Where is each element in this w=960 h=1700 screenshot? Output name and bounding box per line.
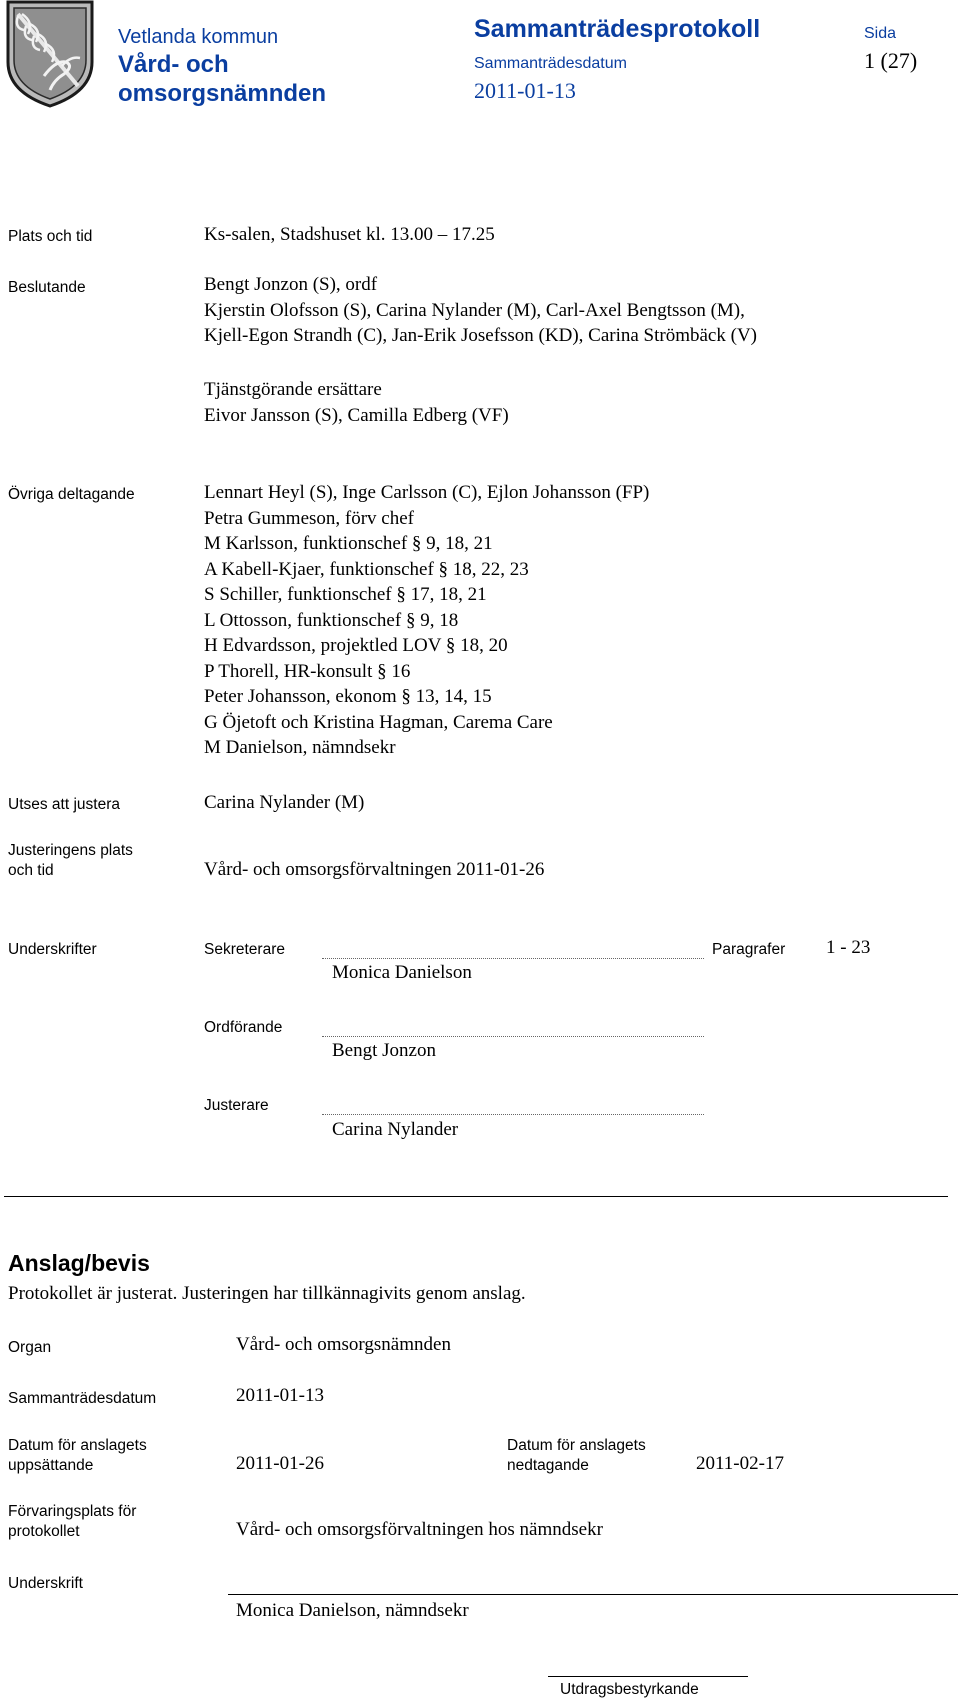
deciding-label: Beslutande	[8, 279, 86, 296]
org-name: Vetlanda kommun	[118, 26, 279, 48]
substitutes-heading: Tjänstgörande ersättare	[204, 379, 382, 400]
participant-line: G Öjetoft och Kristina Hagman, Carema Care	[204, 711, 553, 733]
notice-heading: Anslag/bevis	[8, 1250, 150, 1276]
place-time-value: Ks-salen, Stadshuset kl. 13.00 – 17.25	[204, 224, 495, 245]
notice-meeting-date-value: 2011-01-13	[236, 1385, 324, 1406]
posted-date-label: Datum för anslagets	[8, 1437, 147, 1454]
adjuster-name: Carina Nylander	[332, 1119, 459, 1140]
signatures-label: Underskrifter	[8, 941, 97, 958]
secretary-label: Sekreterare	[204, 941, 285, 958]
certification-label: Utdragsbestyrkande	[560, 1681, 699, 1698]
deciding-member-line: Kjerstin Olofsson (S), Carina Nylander (M), Carl-Axel Bengtsson (M),	[204, 299, 745, 321]
signature-label: Underskrift	[8, 1575, 83, 1592]
participant-line: A Kabell-Kjaer, funktionschef § 18, 22, 23	[204, 558, 529, 580]
deciding-member-line: Kjell-Egon Strandh (C), Jan-Erik Josefsson (KD), Carina Strömbäck (V)	[204, 325, 757, 346]
removed-date-label-2: nedtagande	[507, 1457, 589, 1474]
chair-signature-line	[322, 1036, 704, 1037]
adjuster-value: Carina Nylander (M)	[204, 792, 365, 813]
deciding-member-line: Bengt Jonzon (S), ordf	[204, 274, 378, 295]
adjust-time-label: och tid	[8, 862, 54, 879]
secretary-signature-line	[322, 958, 704, 959]
committee-name-line2: omsorgsnämnden	[118, 80, 327, 107]
section-divider	[4, 1196, 948, 1197]
meeting-date-label: Sammanträdesdatum	[474, 55, 627, 72]
participant-line: M Karlsson, funktionschef § 9, 18, 21	[204, 533, 493, 554]
signature-line	[228, 1594, 958, 1595]
storage-label-2: protokollet	[8, 1523, 80, 1540]
storage-label: Förvaringsplats för	[8, 1503, 137, 1520]
participant-line: Petra Gummeson, förv chef	[204, 507, 414, 529]
notice-meeting-date-label: Sammanträdesdatum	[8, 1390, 157, 1407]
removed-date-label: Datum för anslagets	[507, 1437, 646, 1454]
other-participants-label: Övriga deltagande	[8, 486, 135, 503]
adjust-place-label: Justeringens plats	[8, 842, 133, 859]
chair-name: Bengt Jonzon	[332, 1040, 436, 1061]
document-title: Sammanträdesprotokoll	[474, 15, 761, 43]
participant-line: P Thorell, HR-konsult § 16	[204, 660, 411, 682]
committee-name-line1: Vård- och	[118, 51, 229, 78]
page-number: 1 (27)	[864, 48, 918, 73]
adjuster-label: Utses att justera	[8, 796, 120, 813]
secretary-name: Monica Danielson	[332, 962, 472, 983]
page-label: Sida	[864, 25, 897, 42]
participant-line: Peter Johansson, ekonom § 13, 14, 15	[204, 686, 492, 707]
participant-line: Lennart Heyl (S), Inge Carlsson (C), Ejlon Johansson (FP)	[204, 482, 650, 503]
storage-value: Vård- och omsorgsförvaltningen hos nämndsekr	[236, 1519, 603, 1540]
participant-line: S Schiller, funktionschef § 17, 18, 21	[204, 584, 487, 605]
participant-line: L Ottosson, funktionschef § 9, 18	[204, 609, 459, 631]
signature-value: Monica Danielson, nämndsekr	[236, 1600, 469, 1621]
coat-of-arms-logo	[4, 0, 96, 108]
notice-statement: Protokollet är justerat. Justeringen har tillkännagivits genom anslag.	[8, 1283, 526, 1304]
removed-date-value: 2011-02-17	[696, 1453, 784, 1474]
footer-line	[548, 1676, 748, 1677]
paragraphs-label: Paragrafer	[712, 941, 786, 958]
adjuster-signature-line	[322, 1114, 704, 1115]
substitutes-value: Eivor Jansson (S), Camilla Edberg (VF)	[204, 405, 509, 426]
organ-value: Vård- och omsorgsnämnden	[236, 1334, 451, 1355]
organ-label: Organ	[8, 1339, 52, 1356]
chair-label: Ordförande	[204, 1019, 283, 1036]
posted-date-value: 2011-01-26	[236, 1453, 324, 1474]
meeting-date-value: 2011-01-13	[474, 78, 576, 103]
paragraphs-value: 1 - 23	[826, 937, 871, 958]
adjuster-sign-label: Justerare	[204, 1097, 269, 1114]
adjust-place-value: Vård- och omsorgsförvaltningen 2011-01-26	[204, 859, 545, 880]
place-time-label: Plats och tid	[8, 228, 93, 245]
other-participants	[204, 480, 649, 761]
participant-line: M Danielson, nämndsekr	[204, 737, 396, 758]
deciding-members	[204, 272, 757, 349]
participant-line: H Edvardsson, projektled LOV § 18, 20	[204, 635, 508, 656]
posted-date-label-2: uppsättande	[8, 1457, 94, 1474]
